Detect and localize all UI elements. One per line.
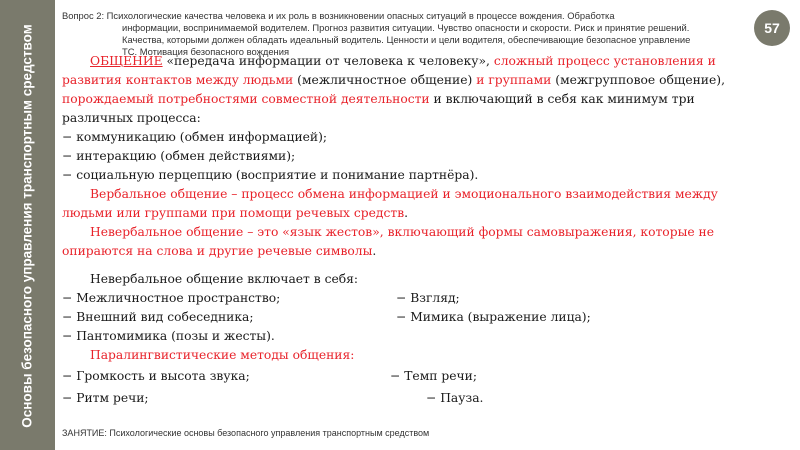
slide-content [62, 52, 752, 409]
header-line-4: ТС. Мотивация безопасного вождения [122, 46, 290, 57]
header-line-1: Вопрос 2: Психологические качества человека и их роль в возникновении опасных ситуаций в процессе вождения. Обработка [62, 10, 615, 21]
nonverbal-item: − Мимика (выражение лица); [396, 310, 591, 324]
paralinguistic-row [62, 387, 752, 409]
definition-highlight-1: сложный процесс установления и развития контактов между людьми [62, 54, 716, 87]
nonverbal-item: − Внешний вид собеседника; [62, 310, 254, 324]
nonverbal-text: Невербальное общение – это «язык жестов», включающий формы самовыражения, которые не опираются на слова и другие речевые символы [62, 225, 715, 258]
definition-text-2: (межличностное общение) [293, 73, 477, 87]
verbal-definition [62, 185, 752, 223]
nonverbal-item: − Взгляд; [396, 291, 460, 305]
sidebar [0, 0, 55, 450]
verbal-period: . [404, 206, 409, 220]
process-item: − социальную перцепцию (восприятие и понимание партнёра). [62, 168, 479, 182]
definition-highlight-2: и группами [476, 73, 552, 87]
definition-highlight-3: порождаемый потребностями совместной деятельности [62, 92, 430, 106]
sidebar-title: Основы безопасного управления транспортным средством [19, 24, 35, 428]
process-item: − интеракцию (обмен действиями); [62, 149, 296, 163]
nonverbal-row [62, 327, 752, 346]
nonverbal-period: . [372, 244, 377, 258]
header-line-2: информации, воспринимаемой водителем. Прогноз развития ситуации. Чувство опасности и скорости. Риск и принятие решений. [122, 22, 690, 33]
paralinguistic-item: − Громкость и высота звука; [62, 369, 250, 383]
paralinguistic-heading: Паралингвистические методы общения: [90, 348, 355, 362]
slide-number-badge: 57 [754, 10, 790, 46]
nonverbal-row [62, 289, 752, 308]
definition-text-3: (межгрупповое общение), [551, 73, 725, 87]
process-item: − коммуникацию (обмен информацией); [62, 130, 328, 144]
definition-text-1: «передача информации от человека к человеку», [162, 54, 494, 68]
slide-header [62, 10, 762, 58]
paralinguistic-item: − Темп речи; [390, 369, 477, 383]
nonverbal-includes: Невербальное общение включает в себя: [90, 272, 359, 286]
nonverbal-item: − Пантомимика (позы и жесты). [62, 329, 275, 343]
header-line-3: Качества, которыми должен обладать идеальный водитель. Ценности и цели водителя, обеспечивающие безопасное управление [122, 34, 691, 45]
nonverbal-definition [62, 223, 752, 261]
slide-footer: ЗАНЯТИЕ: Психологические основы безопасного управления транспортным средством [62, 428, 430, 438]
paralinguistic-item: − Ритм речи; [62, 391, 149, 405]
nonverbal-row [62, 308, 752, 327]
paralinguistic-row [62, 365, 752, 387]
verbal-text: Вербальное общение – процесс обмена информацией и эмоционального взаимодействия между людьми или группами при помощи речевых средств [62, 187, 718, 220]
definition-text-4: и включающий в себя как минимум три различных процесса: [62, 92, 695, 125]
term-communication: ОБЩЕНИЕ [90, 54, 163, 68]
definition-paragraph [62, 52, 752, 128]
nonverbal-item: − Межличностное пространство; [62, 291, 281, 305]
paralinguistic-item: − Пауза. [426, 391, 484, 405]
